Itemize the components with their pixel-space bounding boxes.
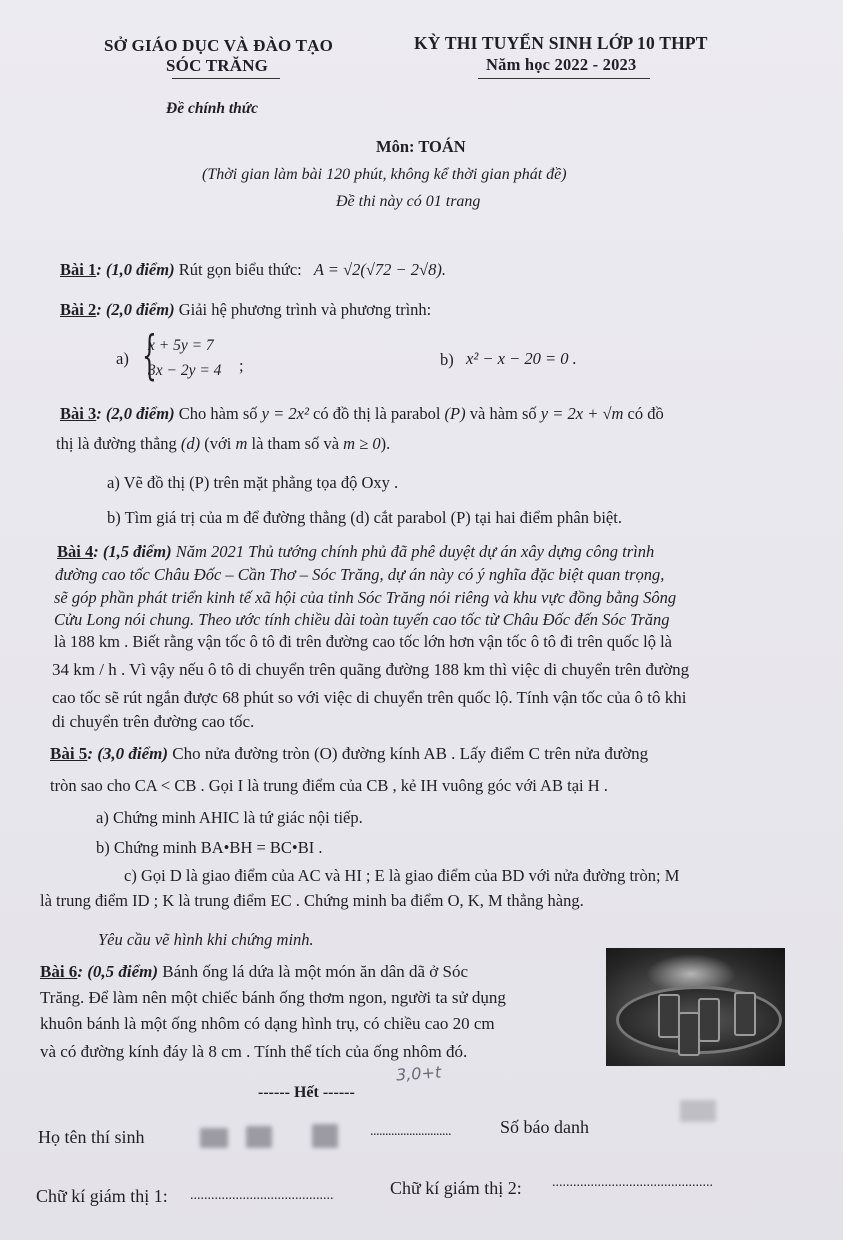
bai2-label: Bài 2 — [60, 300, 97, 319]
end-marker: ------ Hết ------ — [258, 1084, 355, 1101]
bai6-label: Bài 6 — [40, 962, 78, 981]
bai6-text-1: Bánh ống lá dứa là một món ăn dân dã ở Sóc — [162, 962, 469, 981]
bai2-b-eq: x² − x − 20 = 0 . — [466, 349, 577, 368]
bai2-b-label: b) — [440, 350, 454, 369]
bai5-text-1: Cho nửa đường tròn (O) đường kính AB . Lấy điểm C trên nửa đường — [172, 744, 649, 763]
bai1-points: : (1,0 điểm) — [96, 260, 175, 279]
bai6-line-1 — [40, 962, 468, 982]
bai5-line-2: tròn sao cho CA < CB . Gọi I là trung điểm của CB , kẻ IH vuông góc với AB tại H . — [50, 776, 608, 795]
bai2-a-label: a) — [116, 349, 129, 368]
bai2-a-end: ; — [239, 356, 244, 375]
candidate-name-label: Họ tên thí sinh — [38, 1127, 145, 1147]
bai5-label: Bài 5 — [50, 744, 88, 763]
bai6-line-4: và có đường kính đáy là 8 cm . Tính thể tích của ống nhôm đó. — [40, 1042, 468, 1061]
bai3-text-e: thị là đường thẳng — [56, 434, 177, 453]
bai3-func1: y = 2x² — [261, 404, 309, 423]
department-line-2: SÓC TRĂNG — [166, 56, 269, 75]
redacted-name-block — [246, 1126, 272, 1148]
school-year: Năm học 2022 - 2023 — [486, 55, 637, 74]
bai6-line-3: khuôn bánh là một ống nhôm có dạng hình trụ, có chiều cao 20 cm — [40, 1014, 495, 1033]
bai2-line — [60, 300, 431, 320]
bai5-requirement: Yêu cầu vẽ hình khi chứng minh. — [98, 930, 314, 949]
photo-tube — [734, 992, 756, 1036]
bai5-line-1 — [50, 744, 648, 764]
bai3-line-2 — [56, 434, 390, 454]
bai1-label: Bài 1 — [60, 260, 97, 279]
bai5-points: : (3,0 điểm) — [87, 744, 169, 763]
handwritten-note: 3,0+t — [395, 1062, 442, 1085]
bai3-line-d: (d) — [180, 434, 201, 453]
bai5-part-c-2: là trung điểm ID ; K là trung điểm EC . Chứng minh ba điểm O, K, M thẳng hàng. — [40, 891, 584, 910]
bai3-text-h: ). — [380, 434, 391, 453]
candidate-number-label: Số báo danh — [500, 1117, 589, 1137]
bai4-text-1: Năm 2021 Thủ tướng chính phủ đã phê duyệt dự án xây dựng công trình — [175, 542, 655, 561]
bai5-part-b: b) Chứng minh BA•BH = BC•BI . — [96, 838, 323, 857]
bai3-text-c: và hàm số — [469, 404, 537, 423]
bai3-text-a: Cho hàm số — [178, 404, 258, 423]
bai2-points: : (2,0 điểm) — [96, 300, 175, 319]
bai3-line-1 — [60, 404, 664, 424]
bai4-line-5: là 188 km . Biết rằng vận tốc ô tô đi trên đường cao tốc lớn hơn vận tốc ô tô đi trên quốc lộ là — [54, 632, 672, 651]
time-note: (Thời gian làm bài 120 phút, không kể thời gian phát đề) — [202, 166, 567, 183]
bai5-part-a: a) Chứng minh AHIC là tứ giác nội tiếp. — [96, 808, 363, 827]
official-label: Đề chính thức — [166, 100, 258, 117]
bai4-line-2: đường cao tốc Châu Đốc – Cần Thơ – Sóc Trăng, dự án này có ý nghĩa đặc biệt quan trọng, — [55, 565, 665, 584]
bai3-text-f: (với — [204, 434, 232, 453]
bai2-a-eq2: 3x − 2y = 4 — [148, 362, 222, 379]
department-line-1: SỞ GIÁO DỤC VÀ ĐÀO TẠO — [104, 36, 334, 55]
subject-title: Môn: TOÁN — [376, 137, 466, 156]
bai4-points: : (1,5 điểm) — [93, 542, 172, 561]
bai3-text-d: có đồ — [627, 404, 664, 423]
bai1-text: Rút gọn biểu thức: — [178, 260, 302, 279]
bai1-formula: √2(√72 − 2√8). — [343, 260, 446, 279]
bai4-line-7: cao tốc sẽ rút ngắn được 68 phút so với việc di chuyển trên quốc lộ. Tính vận tốc của ô tô khi — [52, 688, 687, 707]
bai2-brace: { — [142, 326, 157, 386]
supervisor-1-dotted-line: ......................................... — [190, 1188, 334, 1203]
bai3-label: Bài 3 — [60, 404, 97, 423]
bai6-line-2: Trăng. Để làm nên một chiếc bánh ống thơm ngon, người ta sử dụng — [40, 988, 506, 1007]
bai2-a-eq1: x + 5y = 7 — [148, 337, 214, 354]
photo-tube — [698, 998, 720, 1042]
supervisor-2-dotted-line: .............................................. — [552, 1175, 713, 1190]
bai5-part-c-1: c) Gọi D là giao điểm của AC và HI ; E là giao điểm của BD với nửa đường tròn; M — [124, 866, 680, 885]
name-dotted-line: ........................... — [370, 1124, 451, 1139]
bai3-points: : (2,0 điểm) — [96, 404, 175, 423]
redacted-number-block — [680, 1100, 716, 1122]
header-underline-right — [478, 78, 650, 79]
redacted-name-block — [200, 1128, 228, 1148]
photo-tube — [658, 994, 680, 1038]
bai3-text-g: là tham số và — [251, 434, 340, 453]
bai4-line-8: di chuyển trên đường cao tốc. — [52, 712, 255, 731]
photo-tube — [678, 1012, 700, 1056]
bai6-points: : (0,5 điểm) — [77, 962, 159, 981]
bai4-label: Bài 4 — [57, 542, 94, 561]
redacted-name-block — [312, 1124, 338, 1148]
bai4-line-6: 34 km / h . Vì vậy nếu ô tô di chuyển trên quãng đường 188 km thì việc di chuyển trên đường — [52, 660, 690, 679]
bai4-line-3: sẽ góp phần phát triển kinh tế xã hội của tỉnh Sóc Trăng nói riêng và khu vực đồng bằng Sông — [54, 588, 677, 607]
header-underline-left — [172, 78, 280, 79]
supervisor-2-label: Chữ kí giám thị 2: — [390, 1178, 522, 1198]
bai3-part-b: b) Tìm giá trị của m để đường thẳng (d) cắt parabol (P) tại hai điểm phân biệt. — [107, 508, 622, 527]
bai3-text-b: có đồ thị là parabol — [313, 404, 441, 423]
bai3-part-a: a) Vẽ đồ thị (P) trên mặt phẳng tọa độ Oxy . — [107, 473, 399, 492]
bai1-formula-lhs: A = — [313, 260, 339, 279]
bai3-func2: y = 2x + √m — [540, 404, 624, 423]
supervisor-1-label: Chữ kí giám thị 1: — [36, 1186, 168, 1206]
bai1-line — [60, 260, 446, 280]
bai3-param-m: m — [235, 434, 248, 453]
page-note: Đề thi này có 01 trang — [336, 193, 481, 210]
bai4-line-4: Cửu Long nói chung. Theo ước tính chiều dài toàn tuyến cao tốc từ Châu Đốc đến Sóc Trăng — [54, 610, 670, 629]
bai2-text: Giải hệ phương trình và phương trình: — [178, 300, 432, 319]
bai4-line-1 — [57, 542, 654, 562]
bai3-parabol: (P) — [444, 404, 466, 423]
bai3-condition: m ≥ 0 — [343, 434, 381, 453]
banh-ong-photo — [606, 948, 785, 1066]
exam-title: KỲ THI TUYỂN SINH LỚP 10 THPT — [414, 33, 708, 53]
